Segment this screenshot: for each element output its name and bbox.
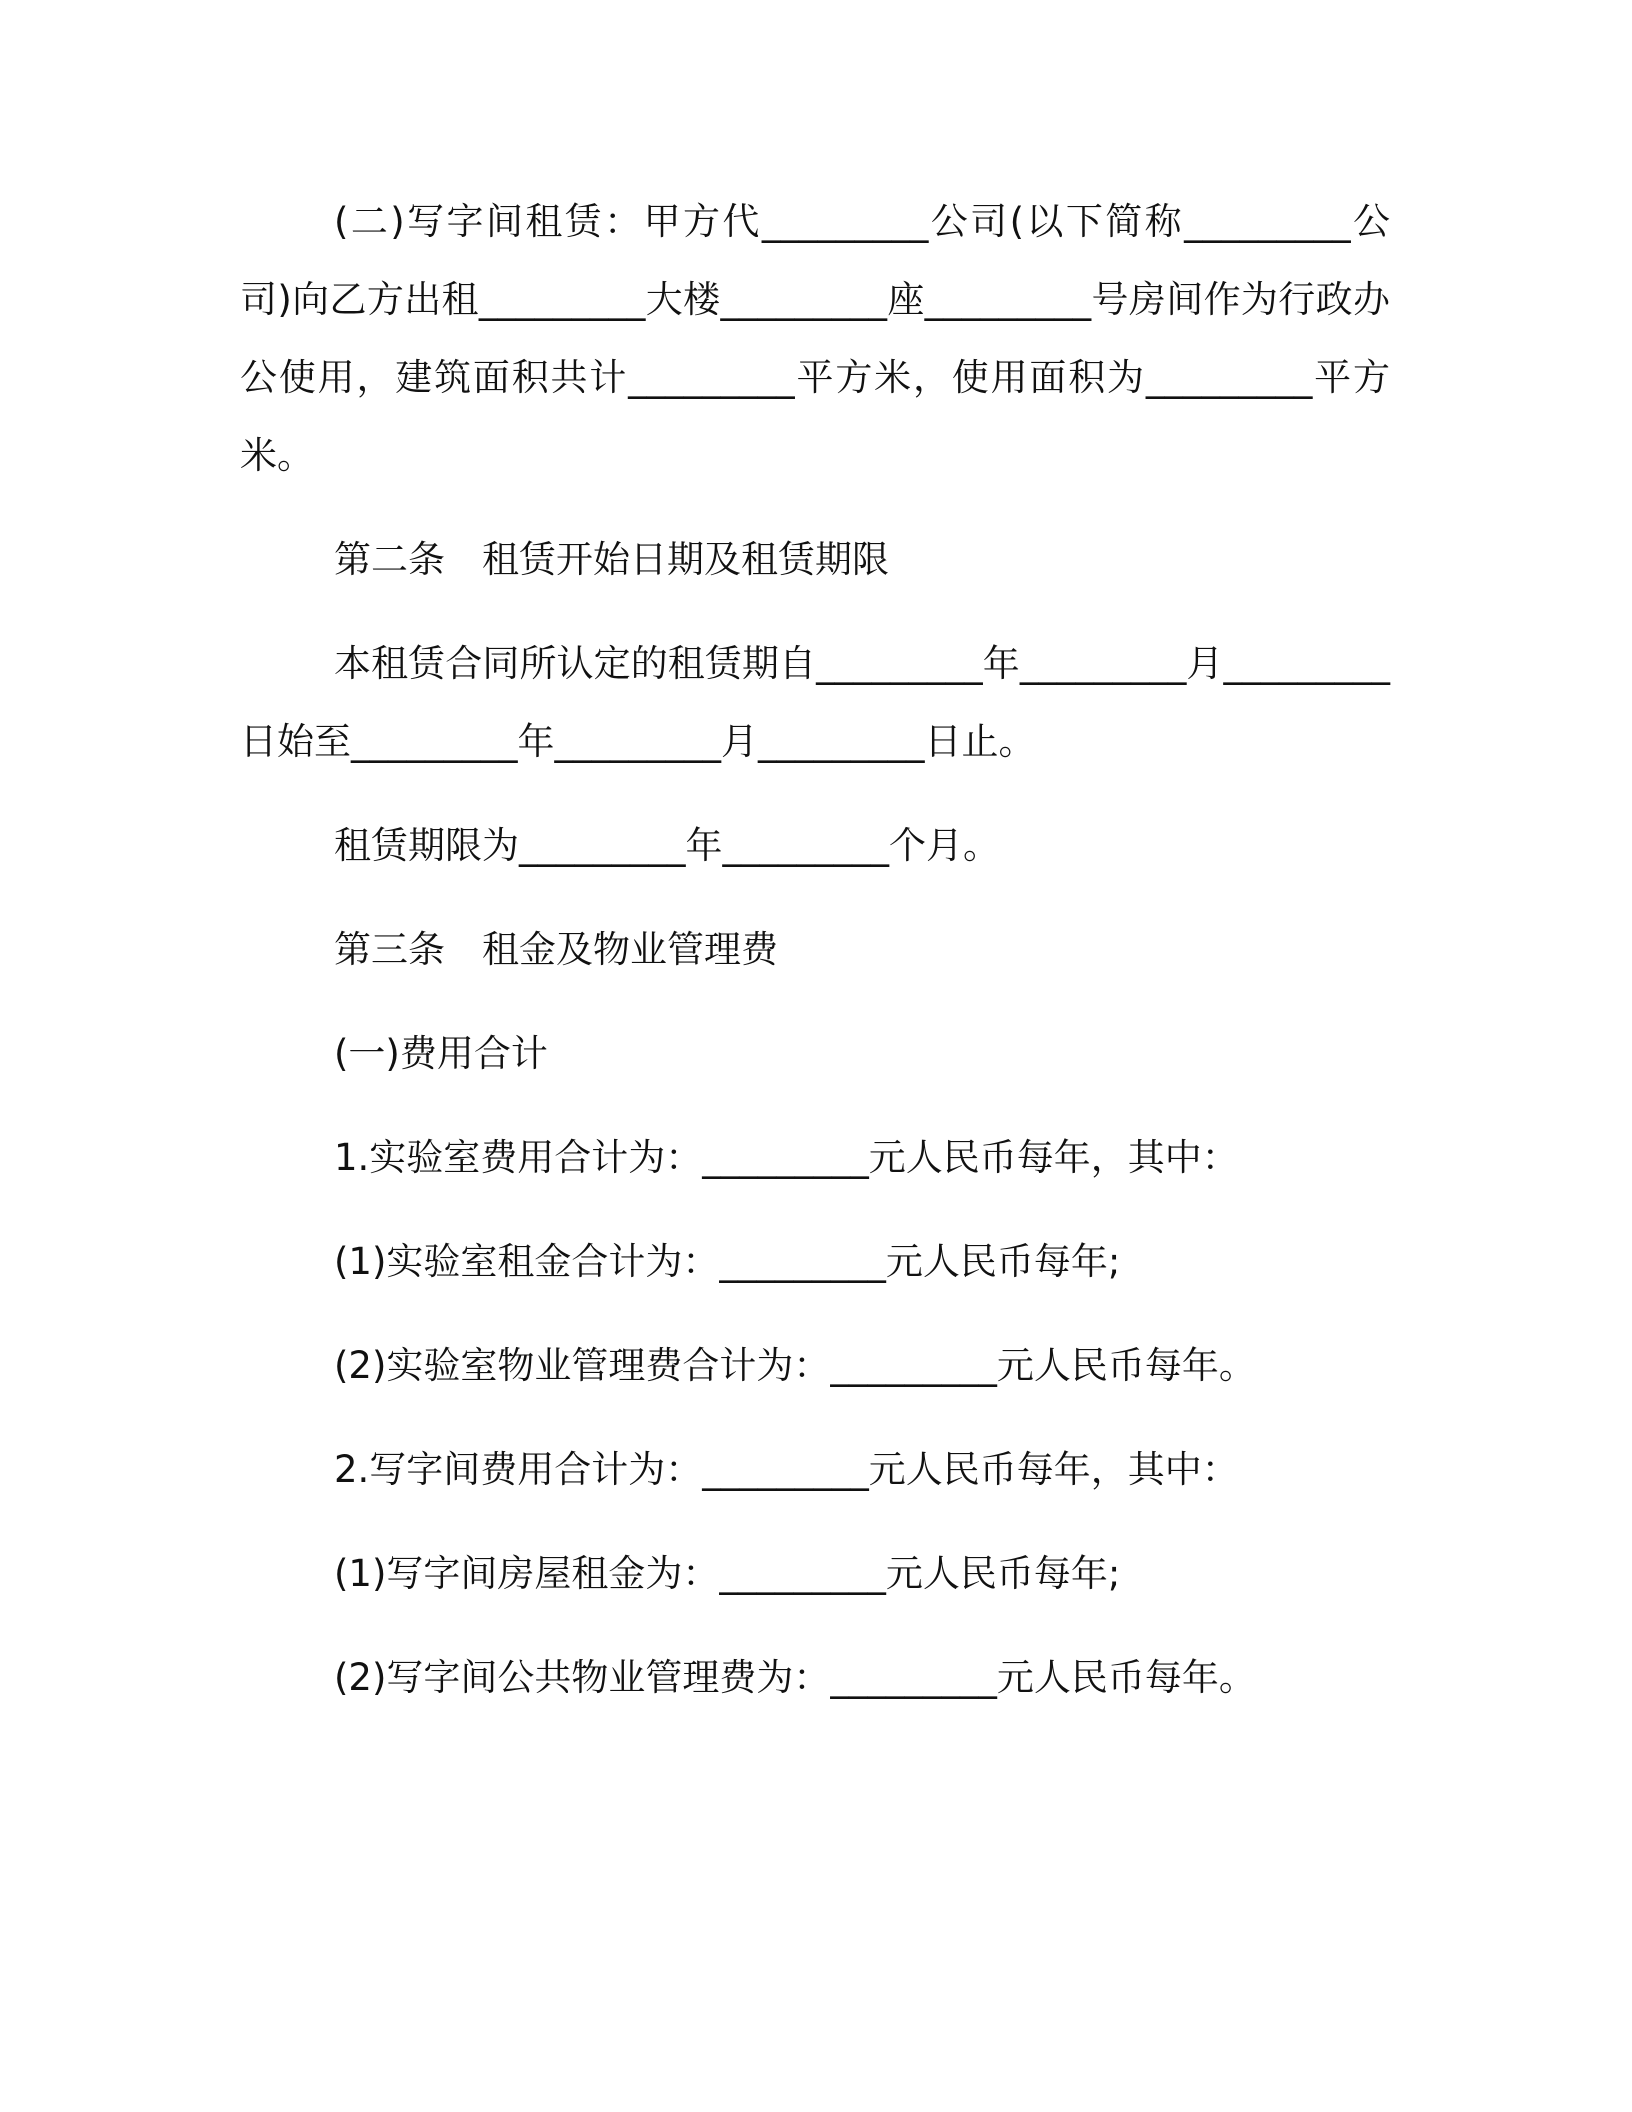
- paragraph-office-rent: (1)写字间房屋租金为：_________元人民币每年;: [334, 1552, 1121, 1595]
- paragraph-office-fee-total: 2.写字间费用合计为：_________元人民币每年，其中：: [334, 1448, 1239, 1491]
- paragraph-lease-period: 本租赁合同所认定的租赁期自_________年_________月_________日始至_________年_________月_________日止。: [240, 642, 1390, 763]
- paragraph-lease-term: 租赁期限为_________年_________个月。: [334, 824, 1000, 867]
- heading-article-3: 第三条 租金及物业管理费: [334, 928, 778, 971]
- paragraph-office-lease: (二)写字间租赁：甲方代_________公司(以下简称_________公司)向乙方出租_________大楼_________座_________号房间作为行政办公使用，建筑面积共计_________平方米，使用面积为_________平方米。: [240, 200, 1390, 477]
- paragraph-lab-rent: (1)实验室租金合计为：_________元人民币每年;: [334, 1240, 1121, 1283]
- paragraph-lab-management-fee: (2)实验室物业管理费合计为：_________元人民币每年。: [334, 1344, 1256, 1387]
- paragraph-lab-fee-total: 1.实验室费用合计为：_________元人民币每年，其中：: [334, 1136, 1239, 1179]
- document-body: [240, 183, 1390, 1717]
- paragraph-office-management-fee: (2)写字间公共物业管理费为：_________元人民币每年。: [334, 1656, 1256, 1699]
- paragraph-fee-total: (一)费用合计: [334, 1032, 548, 1075]
- heading-article-2: 第二条 租赁开始日期及租赁期限: [334, 538, 889, 581]
